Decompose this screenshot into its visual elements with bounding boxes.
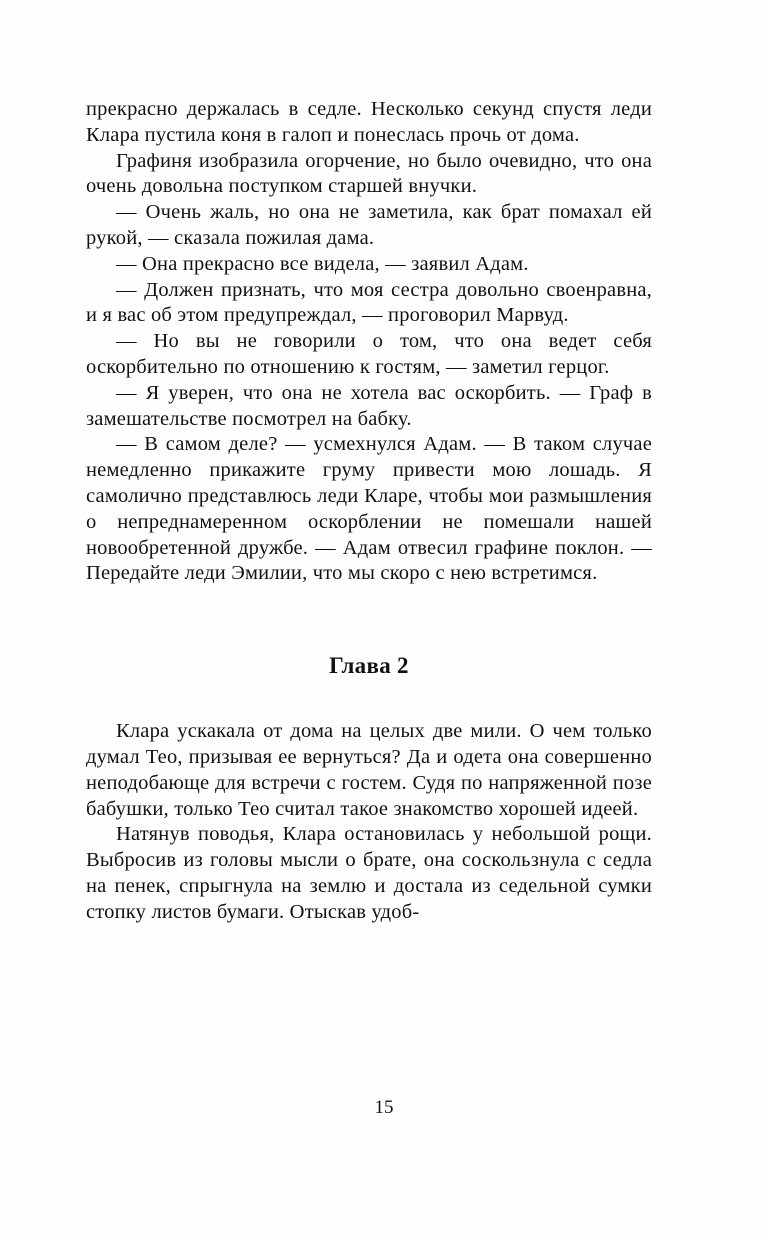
paragraph: — Должен признать, что моя сестра довольно своенравна, и я вас об этом предупреждал, — проговорил Марвуд.: [86, 278, 652, 327]
paragraph: — Я уверен, что она не хотела вас оскорбить. — Граф в замешательстве посмотрел на бабку.: [86, 381, 652, 430]
paragraph: — Но вы не говорили о том, что она ведет себя оскорбительно по отношению к гостям, — заметил герцог.: [86, 330, 652, 378]
paragraph: Натянув поводья, Клара остановилась у небольшой рощи. Выбросив из головы мысли о брате, она соскользнула с седла на пенек, спрыгнула на землю и достала из седельной сумки стопку листов бумаги. Отыскав удоб-: [86, 823, 652, 923]
paragraph: прекрасно держалась в седле. Несколько секунд спустя леди Клара пустила коня в галоп и понеслась прочь от дома.: [86, 98, 652, 146]
paragraph: — Она прекрасно все видела, — заявил Адам.: [116, 252, 529, 275]
paragraph: — В самом деле? — усмехнулся Адам. — В таком случае немедленно прикажите груму привести мою лошадь. Я самолично представлюсь леди Кларе, чтобы мои размышления о непреднамеренном оскорблении не помешали нашей новообретенной дружбе. — Адам отвесил графине поклон. — Передайте леди Эмилии, что мы скоро с нею встретимся.: [86, 433, 652, 585]
paragraph: Графиня изобразила огорчение, но было очевидно, что она очень довольна поступком старшей внучки.: [86, 149, 652, 198]
paragraph: Клара ускакала от дома на целых две мили. О чем только думал Тео, призывая ее вернуться? Да и одета она совершенно неподобающе для встречи с гостем. Судя по напряженной позе бабушки, только Тео считал такое знакомство хорошей идеей.: [86, 720, 652, 820]
body-text: [86, 97, 652, 926]
chapter-heading: Глава 2: [329, 653, 409, 679]
paragraph: — Очень жаль, но она не заметила, как брат помахал ей рукой, — сказала пожилая дама.: [86, 201, 652, 249]
page-number: 15: [374, 1097, 394, 1118]
